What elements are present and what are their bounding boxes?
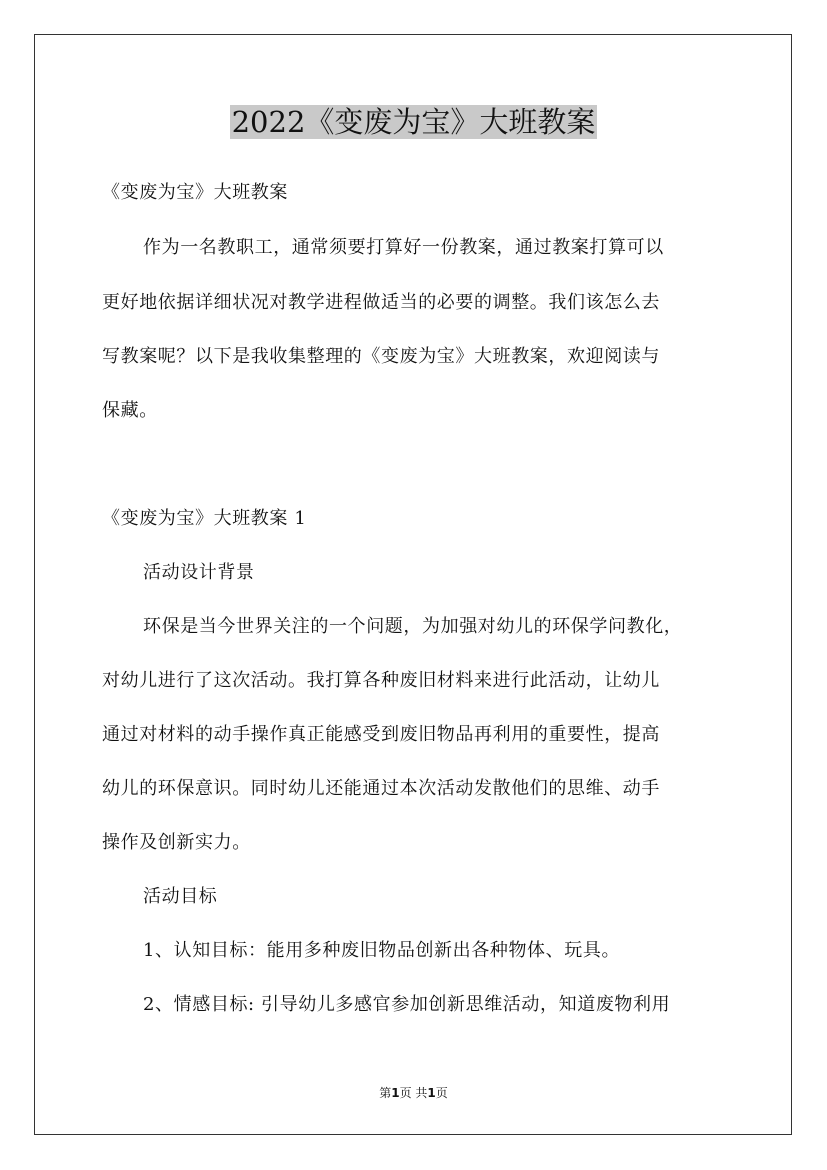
goals-heading: 活动目标 <box>143 886 218 907</box>
background-line-4: 幼儿的环保意识。同时幼儿还能通过本次活动发散他们的思维、动手 <box>102 778 660 799</box>
intro-line-2: 更好地依据详细状况对教学进程做适当的必要的调整。我们该怎么去 <box>102 292 660 313</box>
footer-page-number: 1 <box>391 1086 400 1100</box>
goal-item-2: 2、情感目标: 引导幼儿多感官参加创新思维活动，知道废物利用 <box>143 994 671 1015</box>
goal-item-1: 1、认知目标：能用多种废旧物品创新出各种物体、玩具。 <box>143 940 621 961</box>
background-heading: 活动设计背景 <box>143 562 255 583</box>
background-line-2: 对幼儿进行了这次活动。我打算各种废旧材料来进行此活动，让幼儿 <box>102 670 660 691</box>
intro-line-1: 作为一名教职工，通常须要打算好一份教案，通过教案打算可以 <box>143 237 664 258</box>
section-title: 《变废为宝》大班教案 1 <box>102 508 307 529</box>
document-subtitle: 《变废为宝》大班教案 <box>102 182 288 203</box>
intro-line-3: 写教案呢？以下是我收集整理的《变废为宝》大班教案，欢迎阅读与 <box>102 346 660 367</box>
background-line-3: 通过对材料的动手操作真正能感受到废旧物品再利用的重要性，提高 <box>102 724 660 745</box>
footer-total-pages: 1 <box>427 1086 436 1100</box>
footer-middle: 页 共 <box>399 1086 428 1100</box>
footer-prefix: 第 <box>379 1086 392 1100</box>
intro-line-4: 保藏。 <box>102 400 158 421</box>
background-line-1: 环保是当今世界关注的一个问题，为加强对幼儿的环保学问教化， <box>143 616 683 637</box>
footer-suffix: 页 <box>435 1086 448 1100</box>
page-footer <box>0 1084 827 1101</box>
background-line-5: 操作及创新实力。 <box>102 832 251 853</box>
document-title-text: 2022《变废为宝》大班教案 <box>231 105 596 139</box>
document-title <box>0 100 827 144</box>
